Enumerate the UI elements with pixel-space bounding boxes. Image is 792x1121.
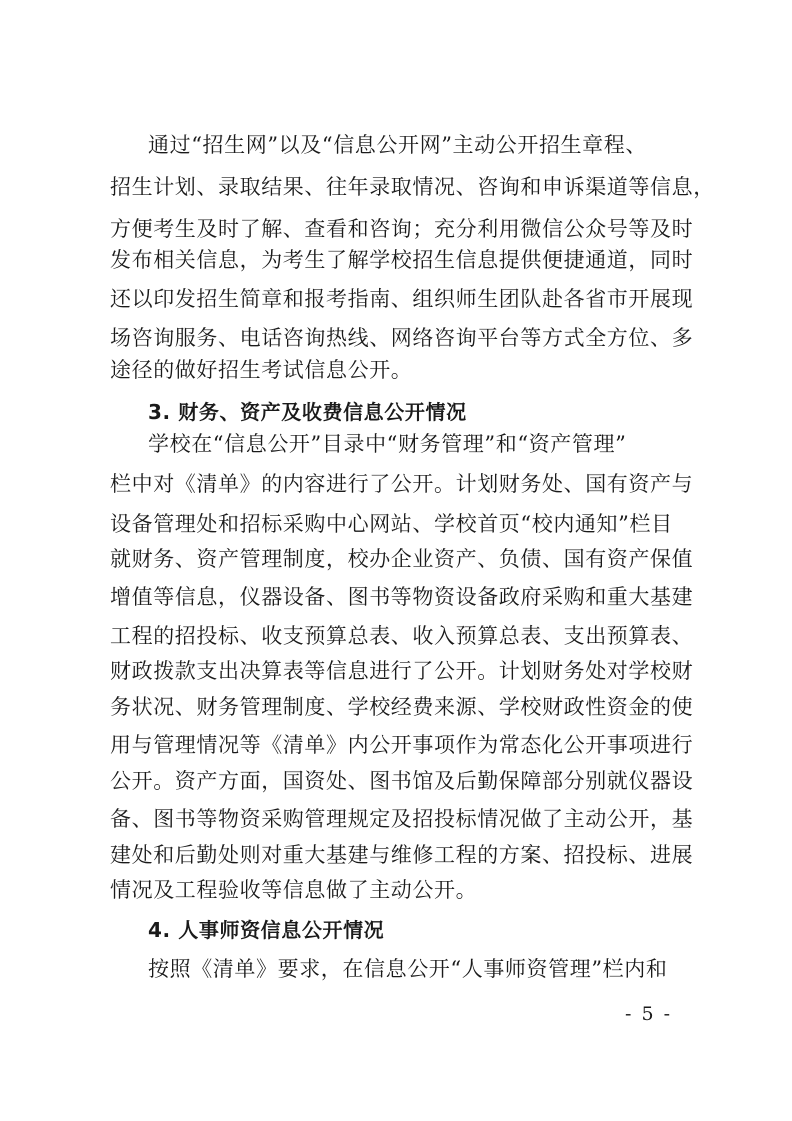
- paragraph-line: 务状况、财务管理制度、学校经费来源、学校财政性资金的使: [110, 695, 694, 719]
- paragraph-line: 就财务、资产管理制度，校办企业资产、负债、国有资产保值: [110, 547, 694, 571]
- paragraph-line: 栏中对《清单》的内容进行了公开。计划财务处、国有资产与: [110, 472, 694, 496]
- paragraph-line: 工程的招投标、收支预算总表、收入预算总表、支出预算表、: [110, 624, 694, 648]
- section-heading: 4. 人事师资信息公开情况: [148, 918, 385, 942]
- paragraph-line: 场咨询服务、电话咨询热线、网络咨询平台等方式全方位、多: [110, 326, 694, 350]
- paragraph-line: 情况及工程验收等信息做了主动公开。: [110, 878, 478, 902]
- paragraph-line: 还以印发招生简章和报考指南、组织师生团队赴各省市开展现: [110, 287, 694, 311]
- paragraph-line: 建处和后勤处则对重大基建与维修工程的方案、招投标、进展: [110, 843, 694, 867]
- paragraph-line: 用与管理情况等《清单》内公开事项作为常态化公开事项进行: [110, 733, 694, 757]
- paragraph-line: 方便考生及时了解、查看和咨询；充分利用微信公众号等及时: [110, 217, 694, 241]
- paragraph-line: 学校在“信息公开”目录中“财务管理”和“资产管理”: [148, 432, 627, 456]
- paragraph-line: 设备管理处和招标采购中心网站、学校首页“校内通知”栏目: [110, 512, 673, 536]
- paragraph-line: 财政拨款支出决算表等信息进行了公开。计划财务处对学校财: [110, 659, 694, 683]
- section-heading: 3. 财务、资产及收费信息公开情况: [148, 400, 467, 424]
- paragraph-line: 招生计划、录取结果、往年录取情况、咨询和申诉渠道等信息，: [110, 175, 715, 199]
- page-number: - 5 -: [625, 1003, 673, 1025]
- paragraph-line: 备、图书等物资采购管理规定及招投标情况做了主动公开，基: [110, 807, 694, 831]
- paragraph-line: 增值等信息，仪器设备、图书等物资设备政府采购和重大基建: [110, 585, 694, 609]
- paragraph-line: 发布相关信息，为考生了解学校招生信息提供便捷通道，同时: [110, 248, 694, 272]
- paragraph-line: 按照《清单》要求，在信息公开“人事师资管理”栏内和: [148, 957, 668, 981]
- paragraph-line: 通过“招生网”以及“信息公开网”主动公开招生章程、: [148, 133, 647, 157]
- paragraph-line: 途径的做好招生考试信息公开。: [110, 358, 413, 382]
- paragraph-line: 公开。资产方面，国资处、图书馆及后勤保障部分别就仪器设: [110, 769, 694, 793]
